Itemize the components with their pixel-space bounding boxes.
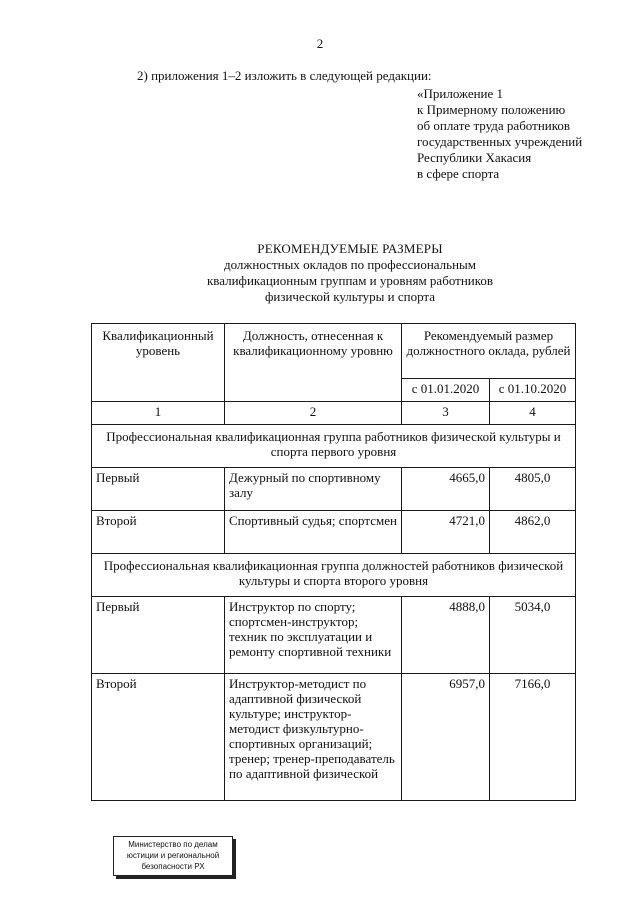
group-title: Профессиональная квалификационная группа должностей работников физической культуры и спорта второго уровня: [92, 554, 576, 597]
column-number: 4: [490, 402, 576, 425]
cell-position: Дежурный по спортивному залу: [225, 468, 402, 511]
cell-level: Первый: [92, 468, 225, 511]
stamp-line: безопасности РХ: [141, 862, 205, 871]
stamp-line: юстиции и региональной: [126, 851, 220, 860]
stamp-line: Министерство по делам: [128, 840, 218, 849]
annex-line: Республики Хакасия: [417, 150, 532, 165]
cell-salary-jan: 4721,0: [402, 511, 490, 554]
group-title-row: [92, 425, 576, 468]
cell-level: Первый: [92, 597, 225, 674]
table-row: [92, 511, 576, 554]
group-title-row: [92, 554, 576, 597]
cell-position: Инструктор по спорту; спортсмен-инструктор; техник по эксплуатации и ремонту спортивной техники: [225, 597, 402, 674]
column-number: 3: [402, 402, 490, 425]
cell-level: Второй: [92, 674, 225, 801]
cell-salary-oct: 4862,0: [490, 511, 576, 554]
annex-line: в сфере спорта: [417, 166, 500, 181]
cell-level: Второй: [92, 511, 225, 554]
annex-line: к Примерному положению: [417, 102, 566, 117]
cell-salary-oct: 4805,0: [490, 468, 576, 511]
document-subtitle-line: физической культуры и спорта: [264, 289, 436, 304]
table-row: [92, 468, 576, 511]
cell-salary-oct: 7166,0: [490, 674, 576, 801]
column-number: 1: [92, 402, 225, 425]
group-title: Профессиональная квалификационная группа работников физической культуры и спорта первого уровня: [92, 425, 576, 468]
document-subtitle-line: квалификационным группам и уровням работников: [206, 273, 494, 288]
document-subtitle-line: должностных окладов по профессиональным: [223, 257, 476, 272]
annex-line: «Приложение 1: [417, 86, 504, 101]
header-salary: Рекомендуемый размер должностного оклада, рублей: [402, 324, 576, 379]
cell-salary-jan: 4665,0: [402, 468, 490, 511]
cell-position: Спортивный судья; спортсмен: [225, 511, 402, 554]
document-title: РЕКОМЕНДУЕМЫЕ РАЗМЕРЫ: [257, 241, 443, 256]
ministry-stamp: [113, 836, 233, 876]
annex-line: об оплате труда работников: [417, 118, 571, 133]
salary-table: [91, 323, 576, 801]
cell-salary-jan: 6957,0: [402, 674, 490, 801]
intro-paragraph: 2) приложения 1–2 изложить в следующей редакции:: [137, 68, 432, 83]
cell-position: Инструктор-методист по адаптивной физической культуре; инструктор-методист физкультурно-спортивных организаций; тренер; тренер-преподаватель по адаптивной физической: [225, 674, 402, 801]
annex-reference-block: [417, 86, 582, 182]
document-title-block: [150, 241, 550, 305]
table-row: [92, 674, 576, 801]
annex-line: государственных учреждений: [417, 134, 583, 149]
header-position: Должность, отнесенная к квалификационному уровню: [225, 324, 402, 402]
page-number: 2: [316, 36, 324, 51]
column-number: 2: [225, 402, 402, 425]
header-date-1: с 01.01.2020: [402, 379, 490, 402]
cell-salary-jan: 4888,0: [402, 597, 490, 674]
header-level: Квалификационный уровень: [92, 324, 225, 402]
table-header-row: [92, 324, 576, 379]
cell-salary-oct: 5034,0: [490, 597, 576, 674]
table-row: [92, 597, 576, 674]
column-number-row: [92, 402, 576, 425]
header-date-2: с 01.10.2020: [490, 379, 576, 402]
